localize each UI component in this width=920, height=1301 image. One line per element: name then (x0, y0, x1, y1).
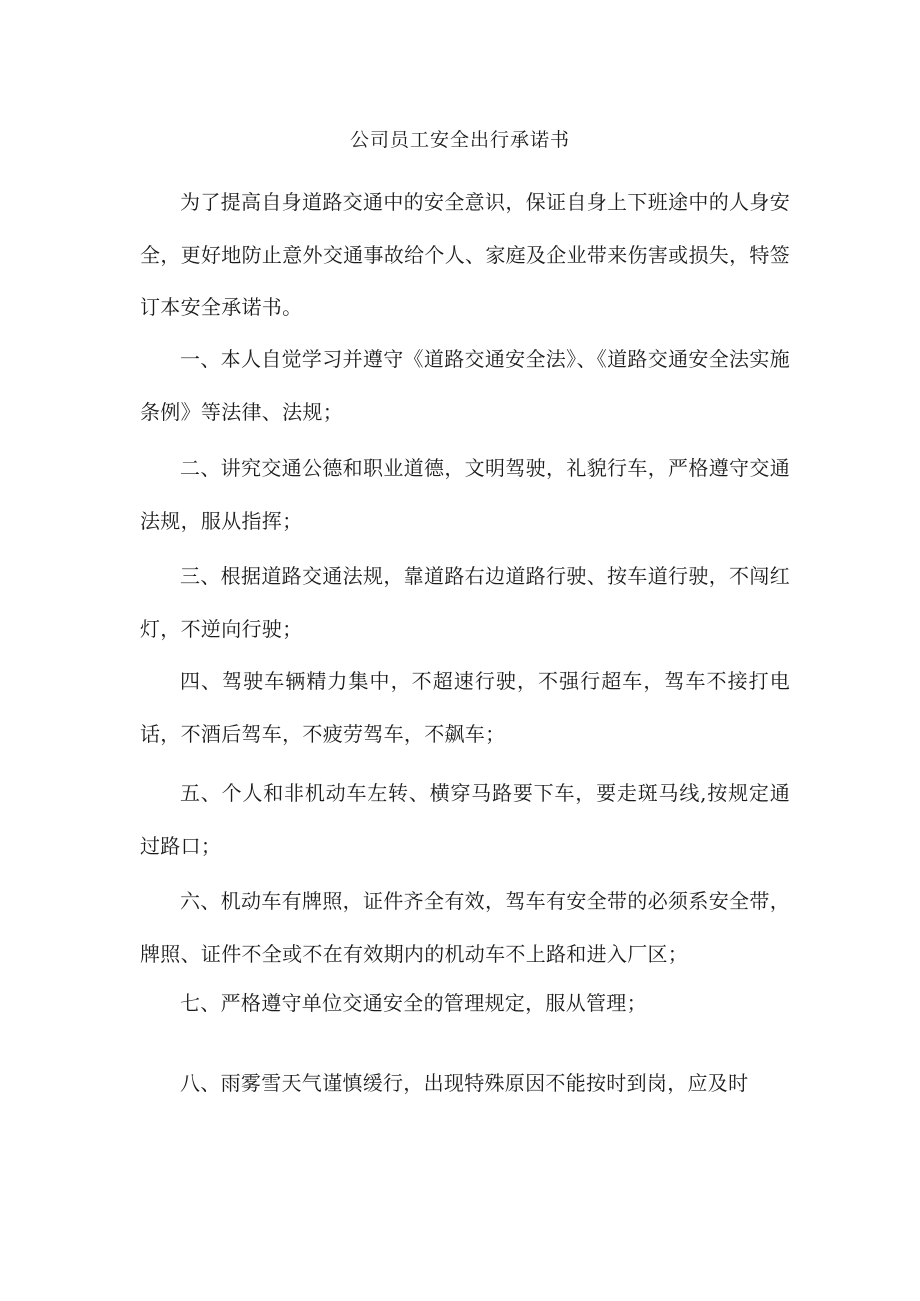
document-title: 公司员工安全出行承诺书 (349, 129, 570, 151)
clause-6-paragraph: 六、机动车有牌照，证件齐全有效，驾车有安全带的必须系安全带，牌照、证件不全或不在有效期内的机动车不上路和进入厂区； (140, 889, 790, 966)
clause-3-paragraph: 三、根据道路交通法规，靠道路右边道路行驶、按车道行驶，不闯红灯，不逆向行驶； (140, 564, 790, 641)
intro-paragraph: 为了提高自身道路交通中的安全意识，保证自身上下班途中的人身安全，更好地防止意外交通事故给个人、家庭及企业带来伤害或损失，特签订本安全承诺书。 (140, 190, 790, 319)
clause-8-paragraph: 八、雨雾雪天气谨慎缓行，出现特殊原因不能按时到岗，应及时 (180, 1071, 749, 1095)
clause-7-paragraph: 七、严格遵守单位交通安全的管理规定，服从管理； (180, 991, 647, 1015)
clause-5-paragraph: 五、个人和非机动车左转、横穿马路要下车，要走斑马线,按规定通过路口； (140, 781, 790, 858)
clause-4-paragraph: 四、驾驶车辆精力集中，不超速行驶，不强行超车，驾车不接打电话，不酒后驾车，不疲劳驾车，不飙车； (140, 669, 790, 746)
clause-2-paragraph: 二、讲究交通公德和职业道德，文明驾驶，礼貌行车，严格遵守交通法规，服从指挥； (140, 456, 790, 533)
clause-1-paragraph: 一、本人自觉学习并遵守《道路交通安全法》、《道路交通安全法实施条例》等法律、法规； (140, 347, 790, 424)
